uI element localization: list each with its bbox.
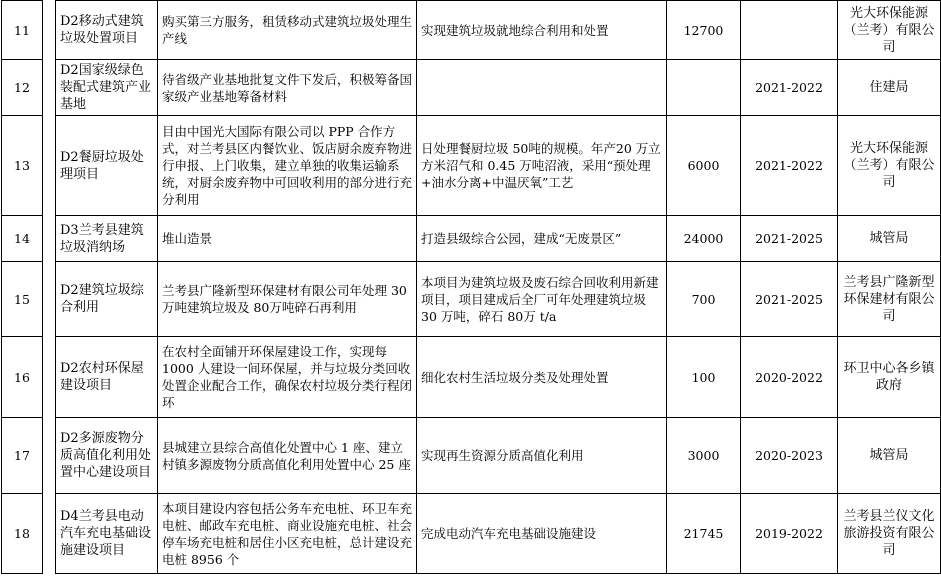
- construction-content: 堆山造景: [158, 216, 417, 262]
- investment: 12700: [667, 1, 741, 60]
- table-row: [2, 116, 941, 216]
- investment: 100: [667, 337, 741, 418]
- responsible-unit: 兰考县广隆新型环保建材有限公司: [838, 262, 941, 337]
- responsible-unit: 兰考县兰仪文化旅游投资有限公司: [838, 494, 941, 574]
- row-number: 14: [2, 216, 43, 262]
- row-number: 15: [2, 262, 43, 337]
- project-name: D4兰考县电动汽车充电基础设施建设项目: [56, 494, 158, 574]
- project-name: D2建筑垃圾综合利用: [56, 262, 158, 337]
- construction-period: [741, 1, 838, 60]
- row-number: 12: [2, 60, 43, 116]
- table-row: [2, 1, 941, 60]
- investment: 3000: [667, 418, 741, 494]
- construction-period: 2020-2022: [741, 337, 838, 418]
- row-number: 11: [2, 1, 43, 60]
- construction-goal: 实现建筑垃圾就地综合利用和处置: [417, 1, 667, 60]
- construction-goal: 日处理餐厨垃圾 50吨的规模。年产20 万立方米沼气和 0.45 万吨沼液，采用“预处理+油水分离+中温厌氧”工艺: [417, 116, 667, 216]
- construction-content: 兰考县广隆新型环保建材有限公司年处理 30万吨建筑垃圾及 80万吨碎石再利用: [158, 262, 417, 337]
- category-column: [43, 1, 56, 574]
- construction-period: 2019-2022: [741, 494, 838, 574]
- project-table: [1, 0, 941, 574]
- construction-goal: 完成电动汽车充电基础设施建设: [417, 494, 667, 574]
- responsible-unit: 住建局: [838, 60, 941, 116]
- project-name: D2移动式建筑垃圾处置项目: [56, 1, 158, 60]
- construction-period: 2020-2023: [741, 418, 838, 494]
- construction-content: 在农村全面铺开环保屋建设工作，实现每1000 人建设一间环保屋，并与垃圾分类回收处置企业配合工作，确保农村垃圾分类行程闭环: [158, 337, 417, 418]
- table-body: [2, 1, 941, 574]
- investment: [667, 60, 741, 116]
- construction-goal: 实现再生资源分质高值化利用: [417, 418, 667, 494]
- construction-content: 目由中国光大国际有限公司以 PPP 合作方式，对兰考县区内餐饮业、饭店厨余废弃物进行申报、上门收集，建立单独的收集运输系统，对厨余废弃物中可回收利用的部分进行充分利用: [158, 116, 417, 216]
- responsible-unit: 城管局: [838, 216, 941, 262]
- construction-goal: 细化农村生活垃圾分类及处理处置: [417, 337, 667, 418]
- project-name: D3兰考县建筑垃圾消纳场: [56, 216, 158, 262]
- construction-period: 2021-2022: [741, 116, 838, 216]
- responsible-unit: 环卫中心各乡镇政府: [838, 337, 941, 418]
- construction-goal: 打造县级综合公园，建成“无废景区”: [417, 216, 667, 262]
- construction-period: 2021-2022: [741, 60, 838, 116]
- construction-period: 2021-2025: [741, 262, 838, 337]
- project-name: D2多源废物分质高值化利用处置中心建设项目: [56, 418, 158, 494]
- construction-goal: [417, 60, 667, 116]
- construction-content: 县城建立县综合高值化处置中心 1 座、建立村镇多源废物分质高值化利用处置中心 25 座: [158, 418, 417, 494]
- row-number: 16: [2, 337, 43, 418]
- row-number: 13: [2, 116, 43, 216]
- investment: 24000: [667, 216, 741, 262]
- construction-content: 购买第三方服务，租赁移动式建筑垃圾处理生产线: [158, 1, 417, 60]
- construction-content: 待省级产业基地批复文件下发后，积极筹备国家级产业基地筹备材料: [158, 60, 417, 116]
- project-name: D2农村环保屋建设项目: [56, 337, 158, 418]
- table-row: [2, 337, 941, 418]
- responsible-unit: 城管局: [838, 418, 941, 494]
- table-row: [2, 60, 941, 116]
- investment: 700: [667, 262, 741, 337]
- responsible-unit: 光大环保能源（兰考）有限公司: [838, 116, 941, 216]
- construction-content: 本项目建设内容包括公务车充电桩、环卫车充电桩、邮政车充电桩、商业设施充电桩、社会停车场充电桩和居住小区充电桩，总计建设充电桩 8956 个: [158, 494, 417, 574]
- row-number: 18: [2, 494, 43, 574]
- project-name: D2国家级绿色装配式建筑产业基地: [56, 60, 158, 116]
- construction-goal: 本项目为建筑垃圾及废石综合回收利用新建项目，项目建成后全厂可年处理建筑垃圾 30 万吨，碎石 80万 t/a: [417, 262, 667, 337]
- construction-period: 2021-2025: [741, 216, 838, 262]
- table-row: [2, 262, 941, 337]
- responsible-unit: 光大环保能源（兰考）有限公司: [838, 1, 941, 60]
- investment: 21745: [667, 494, 741, 574]
- project-name: D2餐厨垃圾处理项目: [56, 116, 158, 216]
- investment: 6000: [667, 116, 741, 216]
- table-row: [2, 216, 941, 262]
- table-row: [2, 494, 941, 574]
- row-number: 17: [2, 418, 43, 494]
- table-row: [2, 418, 941, 494]
